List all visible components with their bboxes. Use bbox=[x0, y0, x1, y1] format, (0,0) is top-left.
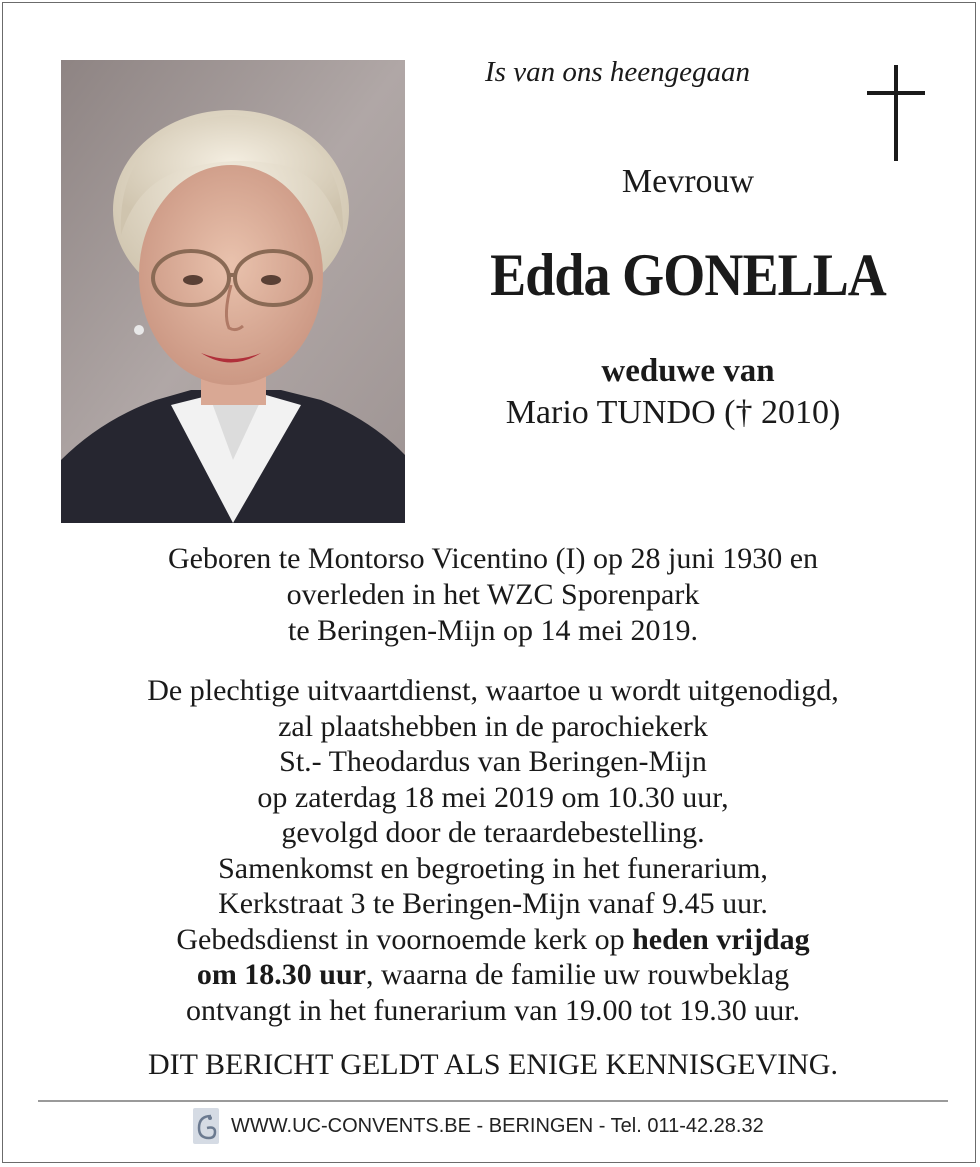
funeral-service-text bbox=[43, 673, 943, 1028]
prayer-text: Gebedsdienst in voornoemde kerk op bbox=[176, 922, 633, 956]
intro-text: Is van ons heengegaan bbox=[485, 56, 750, 88]
service-line: Samenkomst en begroeting in het funerarium, bbox=[218, 851, 768, 885]
footer-contact: WWW.UC-CONVENTS.BE - BERINGEN - Tel. 011-42.28.32 bbox=[231, 1114, 764, 1137]
service-line: St.- Theodardus van Beringen-Mijn bbox=[279, 745, 707, 778]
honorific: Mevrouw bbox=[621, 163, 755, 200]
service-line: gevolgd door de teraardebestelling. bbox=[281, 816, 705, 849]
spouse-name: Mario TUNDO († 2010) bbox=[505, 394, 841, 431]
service-line bbox=[43, 922, 943, 958]
birth-death-text bbox=[43, 541, 943, 649]
service-line: Kerkstraat 3 te Beringen-Mijn vanaf 9.45 uur. bbox=[218, 887, 768, 920]
portrait-photo bbox=[61, 60, 405, 523]
deceased-name: Edda GONELLA bbox=[490, 242, 886, 308]
obituary-card bbox=[2, 2, 976, 1163]
footer bbox=[193, 1108, 764, 1144]
funeral-home-logo-icon bbox=[193, 1108, 219, 1144]
service-line: op zaterdag 18 mei 2019 om 10.30 uur, bbox=[257, 780, 729, 814]
condolence-text: , waarna de familie uw rouwbeklag bbox=[366, 958, 790, 991]
footer-divider bbox=[38, 1100, 948, 1102]
birth-line: Geboren te Montorso Vicentino (I) op 28 juni 1930 en bbox=[167, 542, 819, 575]
notice-text: DIT BERICHT GELDT ALS ENIGE KENNISGEVING. bbox=[148, 1048, 838, 1081]
prayer-time: om 18.30 uur bbox=[196, 958, 366, 991]
death-line: overleden in het WZC Sporenpark bbox=[286, 578, 700, 611]
service-line bbox=[43, 957, 943, 993]
place-line: te Beringen-Mijn op 14 mei 2019. bbox=[288, 614, 698, 647]
service-line: zal plaatshebben in de parochiekerk bbox=[278, 709, 708, 743]
service-line: De plechtige uitvaartdienst, waartoe u wordt uitgenodigd, bbox=[147, 674, 839, 707]
widow-label: weduwe van bbox=[601, 353, 775, 389]
prayer-day: heden vrijdag bbox=[632, 922, 810, 956]
service-line: ontvangt in het funerarium van 19.00 tot 19.30 uur. bbox=[185, 993, 801, 1027]
cross-icon bbox=[867, 65, 925, 161]
